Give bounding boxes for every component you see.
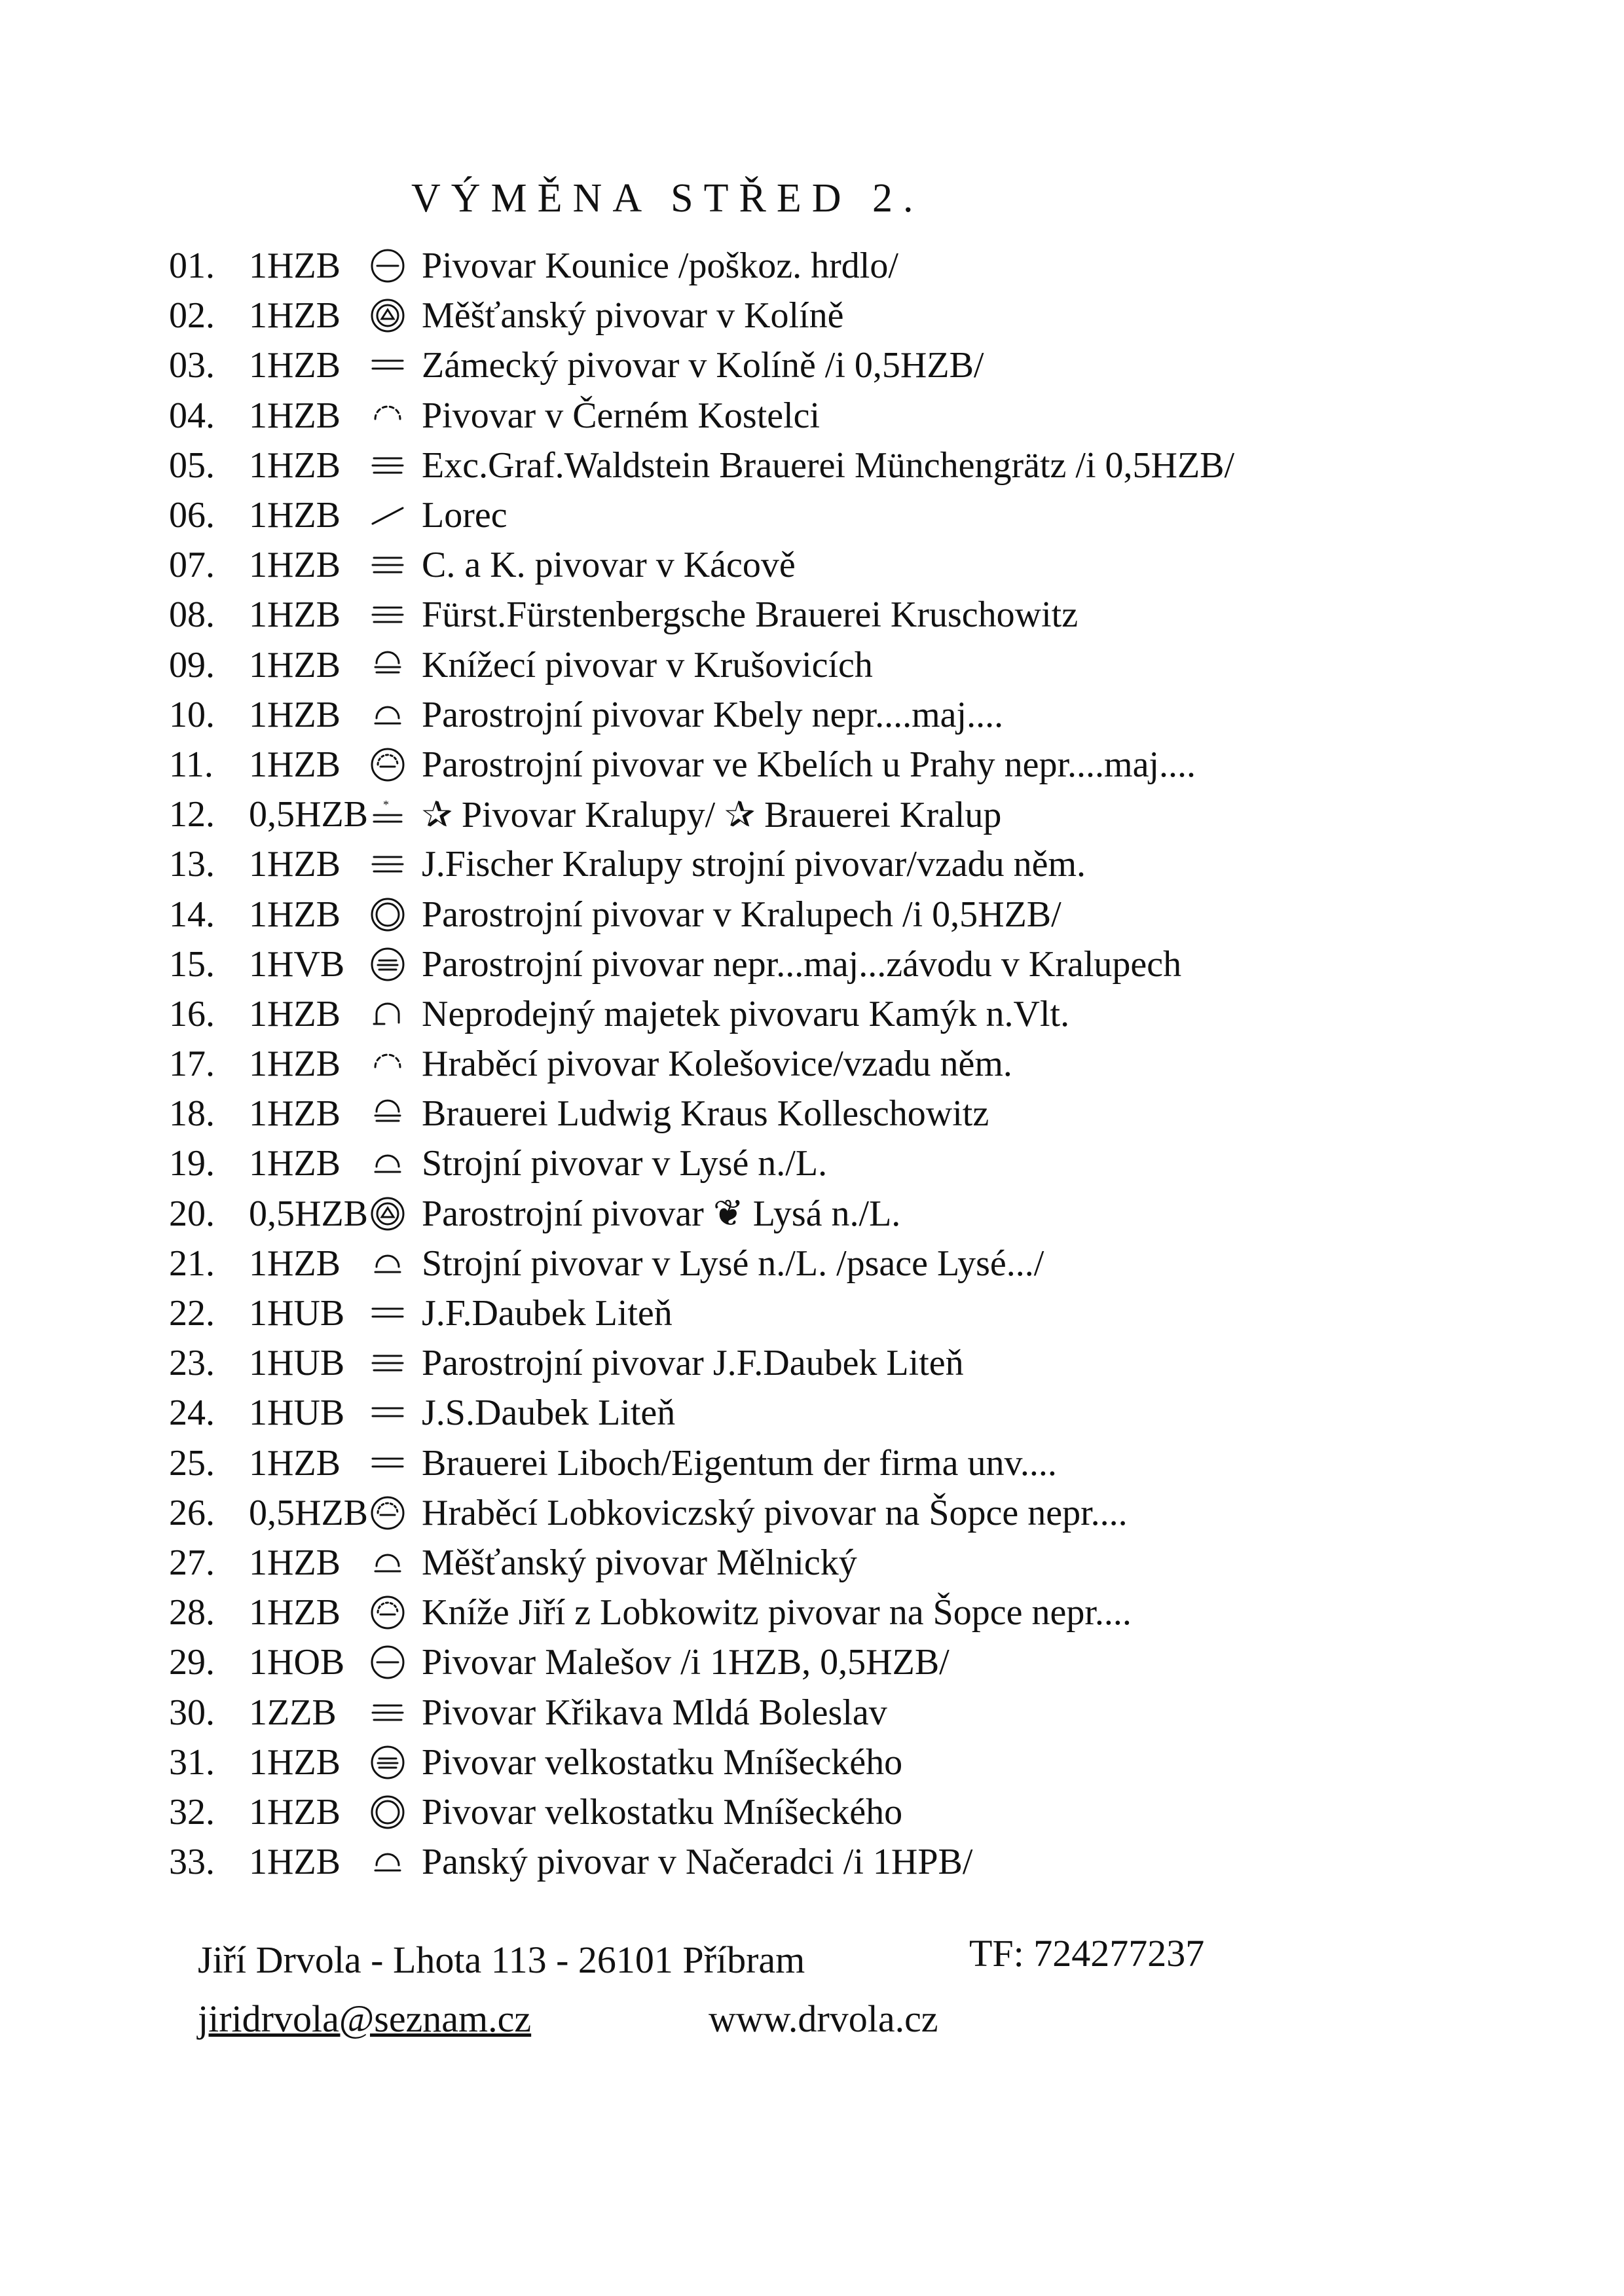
- item-code: 1HZB: [249, 844, 341, 885]
- list-item: [169, 1438, 1479, 1488]
- item-number: 03.: [169, 345, 215, 386]
- item-code: 1HZB: [249, 545, 341, 586]
- list-item: [169, 1288, 1479, 1338]
- item-number: 06.: [169, 495, 215, 536]
- item-description: C. a K. pivovar v Kácově: [422, 545, 796, 586]
- label-mark-icon: [360, 1643, 415, 1682]
- item-description: Parostrojní pivovar ve Kbelích u Prahy nepr....maj....: [422, 744, 1196, 785]
- label-mark-icon: [360, 346, 415, 385]
- label-mark-icon: [360, 446, 415, 485]
- item-code: 1HZB: [249, 1143, 341, 1184]
- list-item: [169, 740, 1479, 790]
- item-code: 1HZB: [249, 1442, 341, 1484]
- item-number: 16.: [169, 993, 215, 1034]
- label-mark-icon: [360, 1144, 415, 1183]
- item-number: 02.: [169, 295, 215, 337]
- item-description: Pivovar velkostatku Mníšeckého: [422, 1791, 903, 1832]
- label-mark-icon: [360, 1743, 415, 1782]
- label-mark-icon: [360, 695, 415, 735]
- list-item: [169, 590, 1479, 640]
- item-code: 1HZB: [249, 445, 341, 486]
- item-code: 1HZB: [249, 1592, 341, 1633]
- list-item: [169, 1538, 1479, 1588]
- label-mark-icon: [360, 1842, 415, 1882]
- item-code: 1ZZB: [249, 1692, 337, 1733]
- item-code: 1HZB: [249, 1741, 341, 1783]
- item-description: Strojní pivovar v Lysé n./L. /psace Lysé.../: [422, 1243, 1044, 1284]
- item-number: 08.: [169, 594, 215, 636]
- list-item: [169, 1787, 1479, 1837]
- label-mark-icon: [360, 496, 415, 535]
- item-description: Exc.Graf.Waldstein Brauerei Münchengrätz /i 0,5HZB/: [422, 445, 1235, 486]
- item-code: 1HZB: [249, 1243, 341, 1284]
- label-mark-icon: [360, 945, 415, 984]
- item-code: 0,5HZB: [249, 1193, 368, 1234]
- list-item: [169, 939, 1479, 989]
- item-number: 30.: [169, 1692, 215, 1733]
- item-description: Brauerei Ludwig Kraus Kolleschowitz: [422, 1093, 989, 1135]
- item-code: 1HZB: [249, 395, 341, 436]
- item-code: 1HUB: [249, 1293, 345, 1334]
- item-description: Pivovar velkostatku Mníšeckého: [422, 1741, 903, 1783]
- item-code: 1HZB: [249, 295, 341, 337]
- list-item: [169, 1637, 1479, 1687]
- label-mark-icon: [360, 1244, 415, 1283]
- item-description: Zámecký pivovar v Kolíně /i 0,5HZB/: [422, 345, 984, 386]
- item-code: 1HUB: [249, 1393, 345, 1434]
- label-mark-icon: [360, 745, 415, 784]
- label-mark-icon: [360, 396, 415, 435]
- item-description: Měšťanský pivovar v Kolíně: [422, 295, 844, 337]
- list-item: [169, 241, 1479, 291]
- list-item: [169, 690, 1479, 740]
- item-description: Hraběcí Lobkoviczský pivovar na Šopce nepr....: [422, 1492, 1128, 1533]
- label-mark-icon: [360, 1343, 415, 1383]
- list-item: [169, 889, 1479, 939]
- item-number: 04.: [169, 395, 215, 436]
- item-description: Hraběcí pivovar Kolešovice/vzadu něm.: [422, 1044, 1012, 1085]
- label-mark-icon: [360, 994, 415, 1034]
- label-mark-icon: [360, 545, 415, 585]
- list-item: [169, 490, 1479, 540]
- item-description: Knížecí pivovar v Krušovicích: [422, 644, 873, 685]
- item-number: 15.: [169, 943, 215, 985]
- list-item: [169, 1837, 1479, 1887]
- item-code: 1HZB: [249, 1542, 341, 1583]
- item-code: 1HZB: [249, 1093, 341, 1135]
- label-mark-icon: [360, 795, 415, 834]
- item-number: 24.: [169, 1393, 215, 1434]
- list-item: [169, 790, 1479, 839]
- item-code: 1HZB: [249, 894, 341, 935]
- item-number: 21.: [169, 1243, 215, 1284]
- item-number: 12.: [169, 794, 215, 835]
- item-code: 1HZB: [249, 345, 341, 386]
- label-mark-icon: [360, 1294, 415, 1333]
- item-code: 1HZB: [249, 694, 341, 735]
- item-number: 20.: [169, 1193, 215, 1234]
- list-item: [169, 1388, 1479, 1438]
- item-description: Pivovar Malešov /i 1HZB, 0,5HZB/: [422, 1642, 950, 1683]
- label-mark-icon: [360, 246, 415, 285]
- item-description: Pivovar v Černém Kostelci: [422, 395, 821, 436]
- label-mark-icon: [360, 1593, 415, 1632]
- label-mark-icon: [360, 1543, 415, 1582]
- label-mark-icon: [360, 895, 415, 934]
- item-number: 26.: [169, 1492, 215, 1533]
- item-description: Pivovar Křikava Mldá Boleslav: [422, 1692, 887, 1733]
- item-number: 05.: [169, 445, 215, 486]
- label-mark-icon: [360, 1444, 415, 1483]
- item-number: 11.: [169, 744, 213, 785]
- item-description: Pivovar Kounice /poškoz. hrdlo/: [422, 246, 898, 287]
- list-item: [169, 1588, 1479, 1637]
- item-number: 19.: [169, 1143, 215, 1184]
- label-mark-icon: [360, 1693, 415, 1732]
- item-description: Parostrojní pivovar ❦ Lysá n./L.: [422, 1194, 901, 1235]
- item-code: 1HUB: [249, 1343, 345, 1384]
- svg-text:*: *: [383, 798, 389, 812]
- exchange-list: [169, 241, 1479, 1887]
- item-number: 25.: [169, 1442, 215, 1484]
- item-description: Fürst.Fürstenbergsche Brauerei Kruschowitz: [422, 594, 1079, 636]
- list-item: [169, 391, 1479, 441]
- item-description: ✰ Pivovar Kralupy/ ✰ Brauerei Kralup: [422, 794, 1002, 835]
- label-mark-icon: [360, 595, 415, 634]
- list-item: [169, 1139, 1479, 1188]
- list-item: [169, 839, 1479, 889]
- label-mark-icon: [360, 646, 415, 685]
- list-item: [169, 1338, 1479, 1388]
- item-description: J.S.Daubek Liteň: [422, 1393, 676, 1434]
- item-number: 14.: [169, 894, 215, 935]
- contact-email-link[interactable]: jiridrvola@seznam.cz: [198, 1997, 532, 2040]
- item-description: Měšťanský pivovar Mělnický: [422, 1542, 857, 1583]
- item-code: 1HZB: [249, 246, 341, 287]
- item-code: 1HZB: [249, 1044, 341, 1085]
- item-description: Parostrojní pivovar nepr...maj...závodu v Kralupech: [422, 943, 1182, 985]
- item-code: 1HZB: [249, 1791, 341, 1832]
- list-item: [169, 441, 1479, 490]
- contact-phone: TF: 724277237: [969, 1932, 1205, 1975]
- item-description: Parostrojní pivovar J.F.Daubek Liteň: [422, 1343, 964, 1384]
- item-description: J.Fischer Kralupy strojní pivovar/vzadu něm.: [422, 844, 1086, 885]
- item-number: 23.: [169, 1343, 215, 1384]
- list-item: [169, 1039, 1479, 1089]
- list-item: [169, 1189, 1479, 1239]
- list-item: [169, 640, 1479, 690]
- list-item: [169, 989, 1479, 1039]
- item-code: 1HZB: [249, 1842, 341, 1883]
- label-mark-icon: [360, 1493, 415, 1533]
- item-code: 0,5HZB: [249, 794, 368, 835]
- label-mark-icon: [360, 1793, 415, 1832]
- item-number: 09.: [169, 644, 215, 685]
- item-description: Lorec: [422, 495, 507, 536]
- label-mark-icon: [360, 1194, 415, 1233]
- item-code: 1HZB: [249, 993, 341, 1034]
- item-number: 10.: [169, 694, 215, 735]
- item-description: Parostrojní pivovar v Kralupech /i 0,5HZB/: [422, 894, 1061, 935]
- item-code: 1HOB: [249, 1642, 345, 1683]
- item-code: 1HZB: [249, 744, 341, 785]
- item-number: 28.: [169, 1592, 215, 1633]
- list-item: [169, 1488, 1479, 1538]
- list-item: [169, 1687, 1479, 1737]
- list-item: [169, 291, 1479, 340]
- item-number: 01.: [169, 246, 215, 287]
- item-description: Brauerei Liboch/Eigentum der firma unv....: [422, 1442, 1057, 1484]
- item-code: 1HZB: [249, 644, 341, 685]
- item-number: 32.: [169, 1791, 215, 1832]
- list-item: [169, 540, 1479, 590]
- list-item: [169, 1738, 1479, 1787]
- label-mark-icon: [360, 1094, 415, 1133]
- list-item: [169, 1089, 1479, 1139]
- label-mark-icon: [360, 1044, 415, 1084]
- item-number: 31.: [169, 1741, 215, 1783]
- item-number: 27.: [169, 1542, 215, 1583]
- list-item: [169, 340, 1479, 390]
- item-number: 22.: [169, 1293, 215, 1334]
- item-number: 13.: [169, 844, 215, 885]
- item-number: 33.: [169, 1842, 215, 1883]
- item-number: 07.: [169, 545, 215, 586]
- contact-website-link[interactable]: www.drvola.cz: [709, 1997, 938, 2040]
- item-number: 17.: [169, 1044, 215, 1085]
- item-description: Panský pivovar v Načeradci /i 1HPB/: [422, 1842, 973, 1883]
- item-code: 1HZB: [249, 594, 341, 636]
- label-mark-icon: [360, 845, 415, 884]
- contact-address: Jiří Drvola - Lhota 113 - 26101 Příbram: [198, 1939, 805, 1981]
- item-description: Strojní pivovar v Lysé n./L.: [422, 1143, 828, 1184]
- label-mark-icon: [360, 1393, 415, 1432]
- page-title: VÝMĚNA STŘED 2.: [411, 176, 924, 221]
- item-description: Neprodejný majetek pivovaru Kamýk n.Vlt.: [422, 993, 1070, 1034]
- label-mark-icon: [360, 296, 415, 335]
- item-number: 18.: [169, 1093, 215, 1135]
- item-number: 29.: [169, 1642, 215, 1683]
- item-description: Kníže Jiří z Lobkowitz pivovar na Šopce nepr....: [422, 1592, 1132, 1633]
- item-code: 1HZB: [249, 495, 341, 536]
- list-item: [169, 1239, 1479, 1288]
- item-description: Parostrojní pivovar Kbely nepr....maj....: [422, 694, 1004, 735]
- item-code: 0,5HZB: [249, 1492, 368, 1533]
- item-description: J.F.Daubek Liteň: [422, 1293, 673, 1334]
- item-code: 1HVB: [249, 943, 345, 985]
